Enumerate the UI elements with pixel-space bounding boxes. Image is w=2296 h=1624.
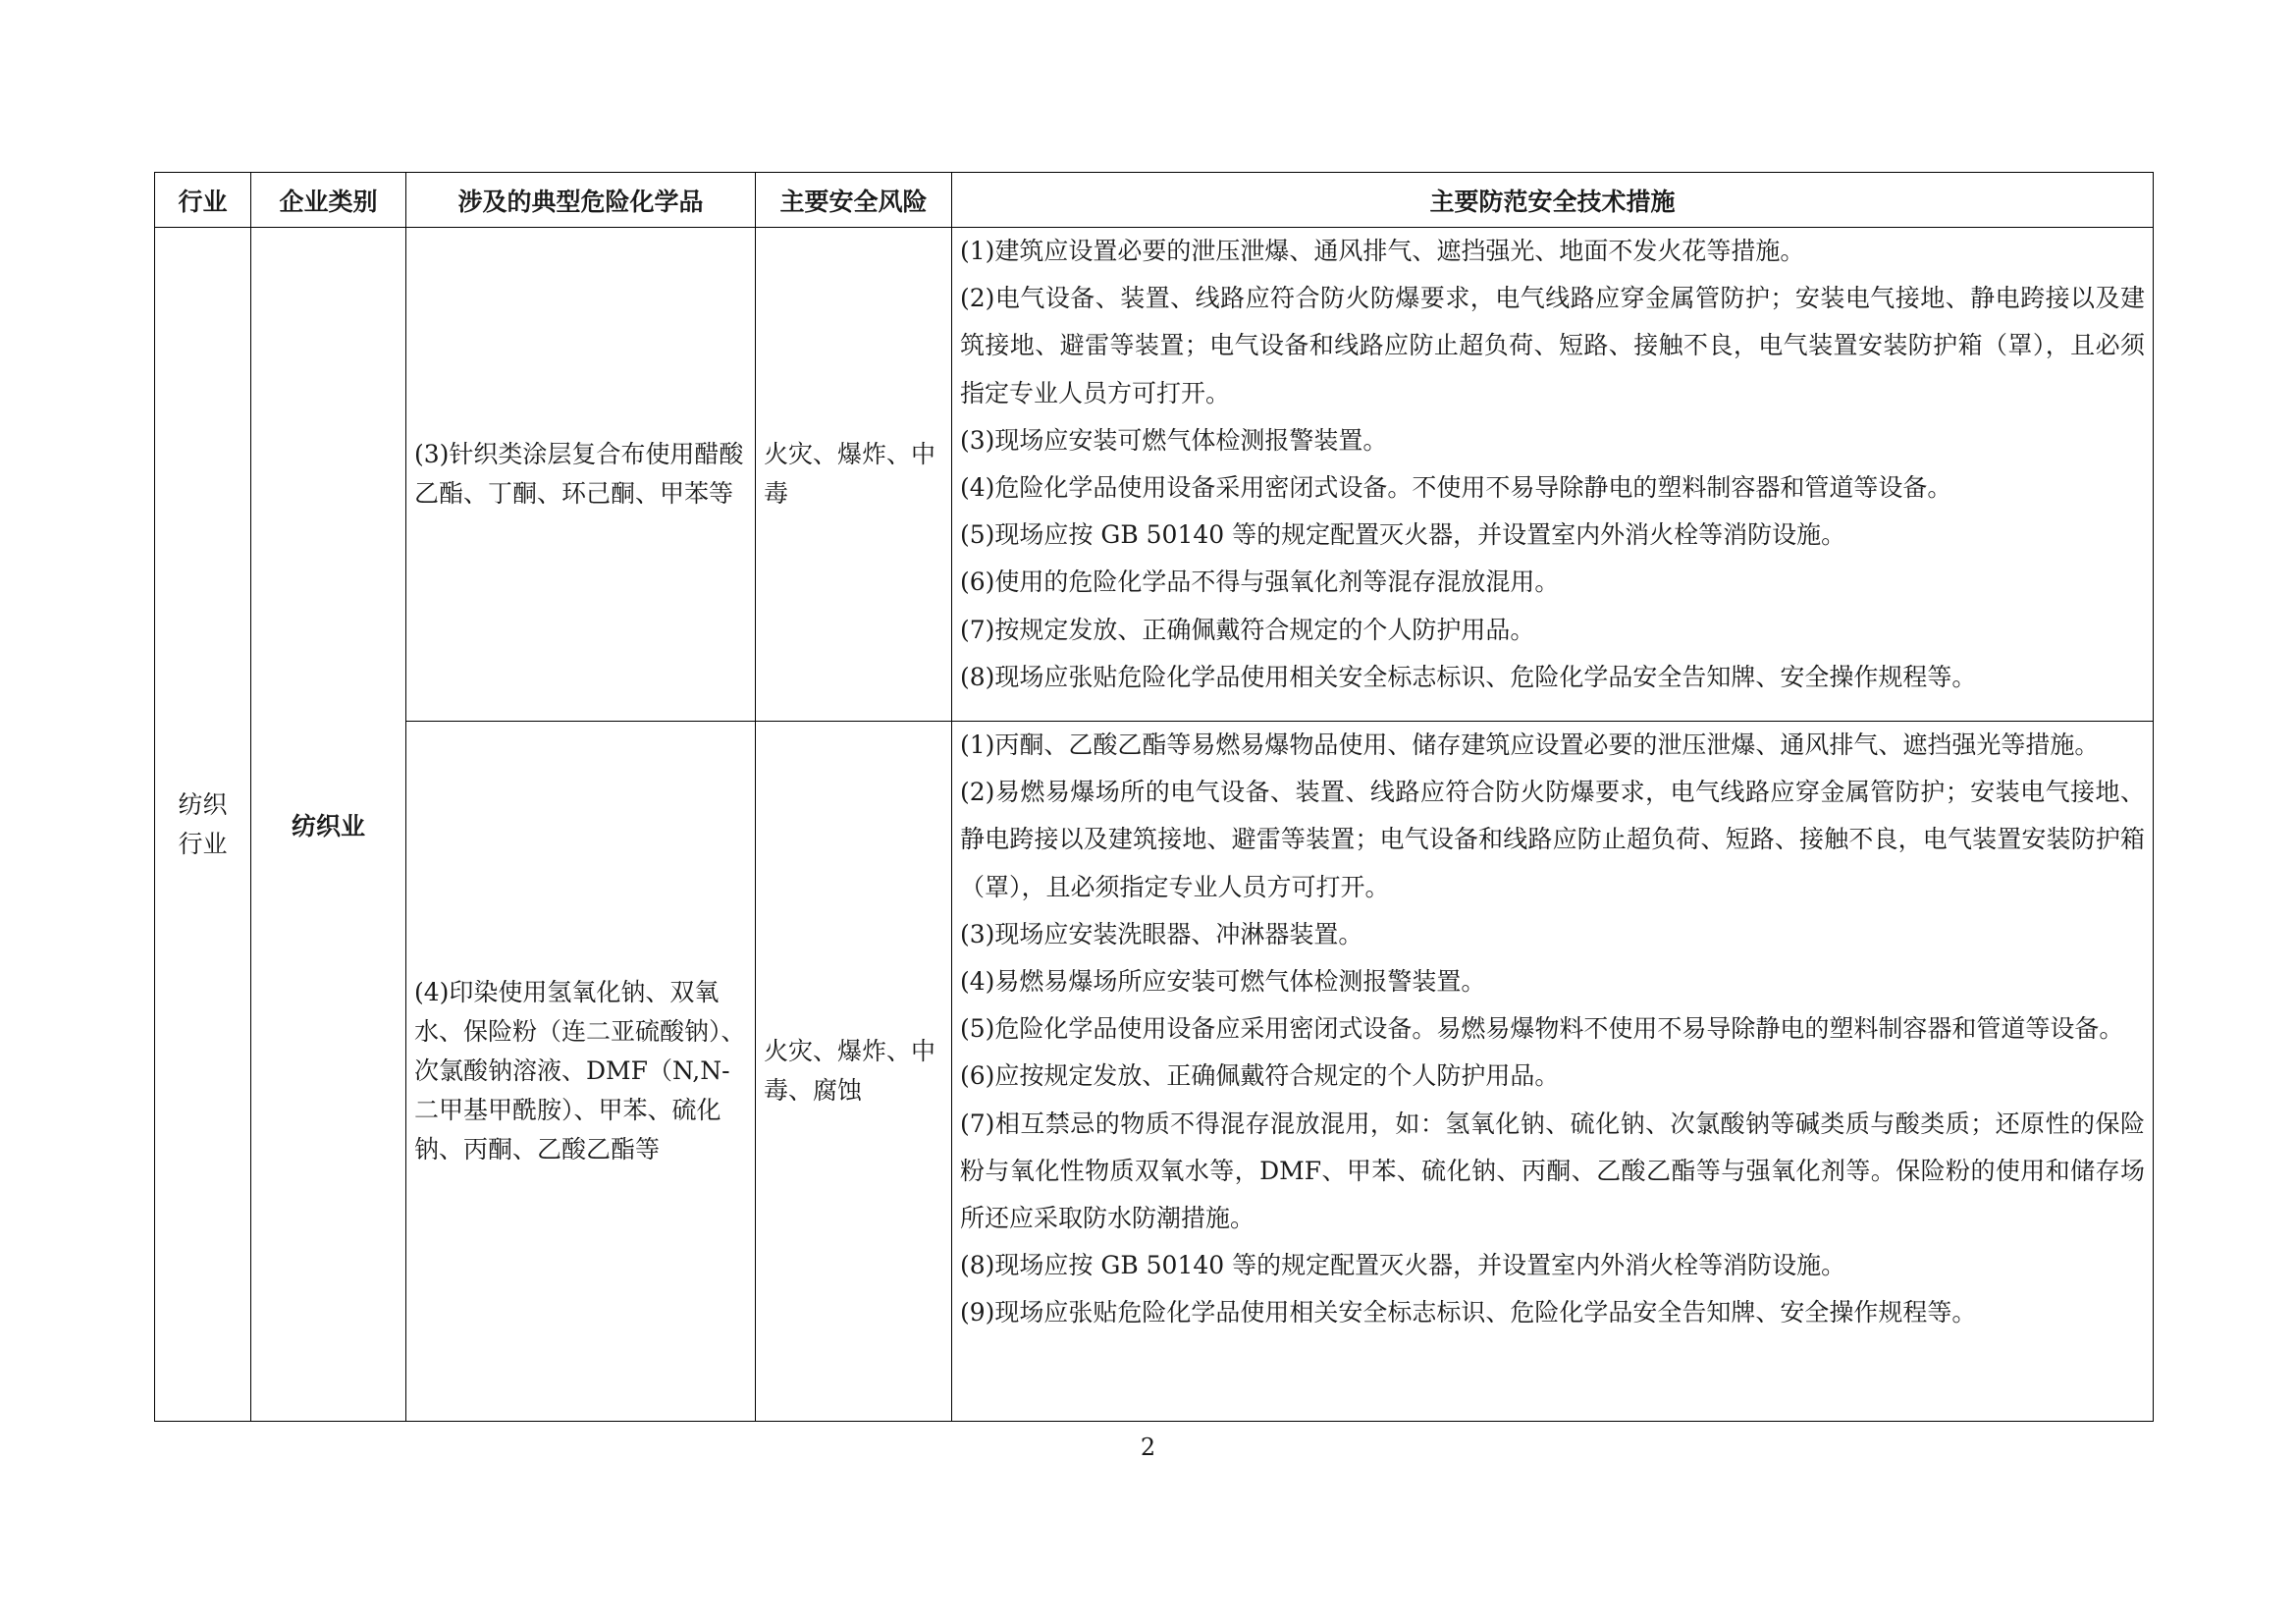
measures-cell: [952, 228, 2154, 722]
table-row: [155, 722, 2154, 1422]
table-header-row: [155, 173, 2154, 228]
measure-item: (1)建筑应设置必要的泄压泄爆、通风排气、遮挡强光、地面不发火花等措施。: [960, 237, 1805, 265]
page-number: 2: [1140, 1434, 1156, 1461]
risk-cell: 火灾、爆炸、中毒: [756, 228, 952, 722]
header-industry: 行业: [155, 173, 251, 228]
measure-item: (4)易燃易爆场所应安装可燃气体检测报警装置。: [960, 967, 1486, 997]
chemicals-cell: (4)印染使用氢氧化钠、双氧水、保险粉（连二亚硫酸钠）、次氯酸钠溶液、DMF（N,N-二甲基甲酰胺）、甲苯、硫化钠、丙酮、乙酸乙酯等: [406, 722, 756, 1422]
industry-label: 纺织行业: [178, 789, 228, 858]
measure-item: (2)易燃易爆场所的电气设备、装置、线路应符合防火防爆要求，电气线路应穿金属管防护；安装电气接地、静电跨接以及建筑接地、避雷等装置；电气设备和线路应防止超负荷、短路、接触不良，电气装置安装防护箱（罩），且必须指定专业人员方可打开。: [960, 778, 2145, 901]
measure-item: (5)危险化学品使用设备应采用密闭式设备。易燃易爆物料不使用不易导除静电的塑料制容器和管道等设备。: [960, 1014, 2124, 1044]
header-measures: 主要防范安全技术措施: [952, 173, 2154, 228]
measure-item: (3)现场应安装可燃气体检测报警装置。: [960, 425, 1388, 455]
chemicals-cell: (3)针织类涂层复合布使用醋酸乙酯、丁酮、环己酮、甲苯等: [406, 228, 756, 722]
measure-item: (8)现场应按 GB 50140 等的规定配置灭火器，并设置室内外消火栓等消防设施。: [960, 1251, 1846, 1280]
hazard-measures-table: [154, 172, 2154, 1422]
measure-item: (1)丙酮、乙酸乙酯等易燃易爆物品使用、储存建筑应设置必要的泄压泄爆、通风排气、遮挡强光等措施。: [960, 731, 2100, 759]
measure-item: (9)现场应张贴危险化学品使用相关安全标志标识、危险化学品安全告知牌、安全操作规程等。: [960, 1298, 1977, 1327]
measure-item: (6)使用的危险化学品不得与强氧化剂等混存混放混用。: [960, 568, 1560, 597]
measure-item: (4)危险化学品使用设备采用密闭式设备。不使用不易导除静电的塑料制容器和管道等设备。: [960, 473, 1952, 503]
measure-item: (7)按规定发放、正确佩戴符合规定的个人防护用品。: [960, 615, 1535, 644]
measure-item: (7)相互禁忌的物质不得混存混放混用，如：氢氧化钠、硫化钠、次氯酸钠等碱类质与酸类质；还原性的保险粉与氧化性物质双氧水等，DMF、甲苯、硫化钠、丙酮、乙酸乙酯等与强氧化剂等。保险粉的使用和储存场所还应采取防水防潮措施。: [960, 1109, 2145, 1233]
measure-item: (3)现场应安装洗眼器、冲淋器装置。: [960, 919, 1363, 948]
header-chemicals: 涉及的典型危险化学品: [406, 173, 756, 228]
risk-cell: 火灾、爆炸、中毒、腐蚀: [756, 722, 952, 1422]
header-category: 企业类别: [251, 173, 406, 228]
header-risk: 主要安全风险: [756, 173, 952, 228]
measures-cell: [952, 722, 2154, 1422]
measure-item: (8)现场应张贴危险化学品使用相关安全标志标识、危险化学品安全告知牌、安全操作规程等。: [960, 662, 1977, 691]
measure-item: (5)现场应按 GB 50140 等的规定配置灭火器，并设置室内外消火栓等消防设施。: [960, 520, 1846, 550]
table-row: [155, 228, 2154, 722]
category-cell: 纺织业: [251, 228, 406, 1422]
measure-item: (2)电气设备、装置、线路应符合防火防爆要求，电气线路应穿金属管防护；安装电气接地、静电跨接以及建筑接地、避雷等装置；电气设备和线路应防止超负荷、短路、接触不良，电气装置安装防护箱（罩），且必须指定专业人员方可打开。: [960, 284, 2145, 407]
industry-cell: [155, 228, 251, 1422]
measure-item: (6)应按规定发放、正确佩戴符合规定的个人防护用品。: [960, 1061, 1560, 1091]
